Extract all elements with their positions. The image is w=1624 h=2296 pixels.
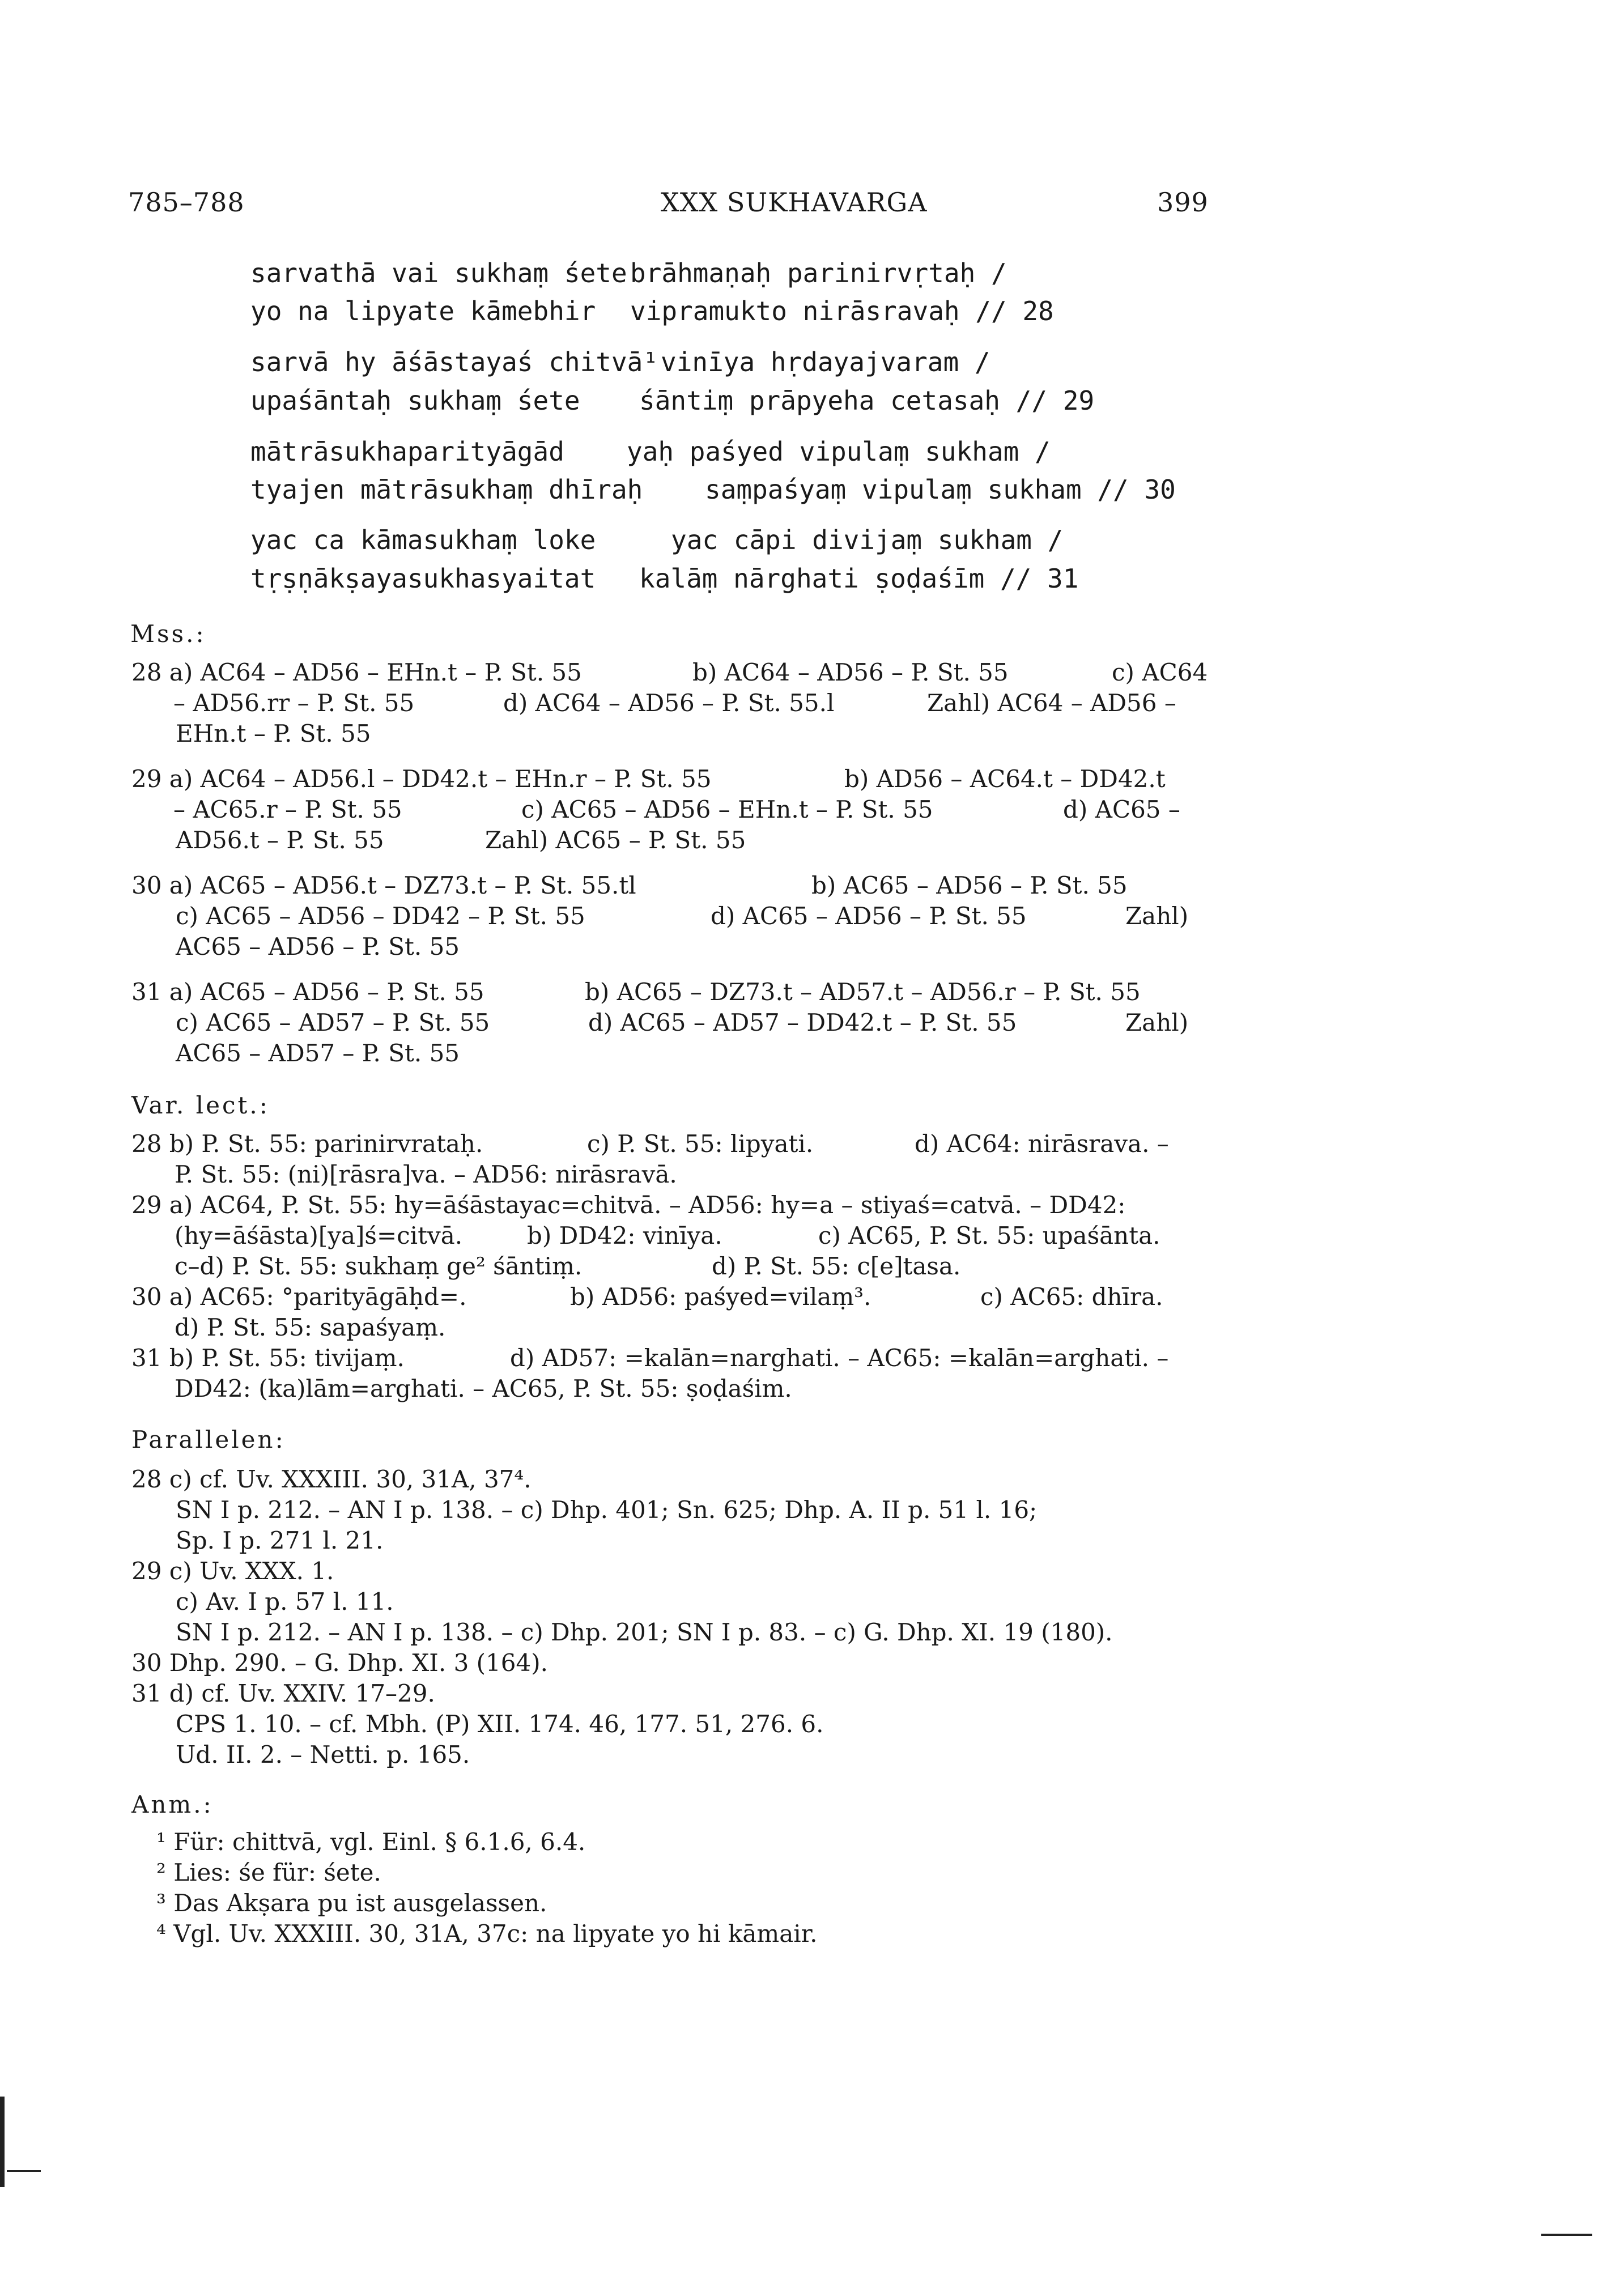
mss-30-line-1a: 30 a) AC65 – AD56.t – DZ73.t – P. St. 55.tl [131,871,636,899]
mss-28-line-2a: – AD56.rr – P. St. 55 [173,689,415,717]
verse-30-line-2b: saṃpaśyaṃ vipulaṃ sukham // 30 [705,474,1176,505]
verse-28-line-2b: vipramukto nirāsravaḥ // 28 [630,296,1054,326]
verse-28-line-2a: yo na lipyate kāmebhir [250,296,596,326]
mss-29-line-3a: AD56.t – P. St. 55 [176,826,384,854]
mss-30-line-2c: Zahl) [1125,902,1189,930]
mss-label: Mss.: [130,620,206,648]
mss-30-line-3: AC65 – AD56 – P. St. 55 [176,933,460,960]
verse-30-line-2a: tyajen mātrāsukhaṃ dhīraḥ [250,474,643,505]
varlect-29-line-3a: c–d) P. St. 55: sukhaṃ ge² śāntiṃ. [175,1252,583,1280]
verse-31-line-1a: yac ca kāmasukhaṃ loke [250,525,596,555]
parallel-line: 30 Dhp. 290. – G. Dhp. XI. 3 (164). [131,1649,548,1677]
varlect-31-line-2: DD42: (ka)lām=arghati. – AC65, P. St. 55: ṣoḍaśim. [175,1375,792,1402]
parallel-line: 31 d) cf. Uv. XXIV. 17–29. [131,1680,435,1707]
varlect-29-line-2c: c) AC65, P. St. 55: upaśānta. [818,1222,1160,1249]
verse-31-line-2b: kalāṃ nārghati ṣoḍaśīm // 31 [639,563,1079,594]
verse-31-line-2a: tṛṣṇākṣayasukhasyaitat [250,563,596,594]
verse-29-line-1a: sarvā hy āśāstayaś chitvā¹ [250,347,659,377]
varlect-28-line-2: P. St. 55: (ni)[rāsra]va. – AD56: nirāsravā. [175,1160,677,1188]
footnote-3: ³ Das Akṣara pu ist ausgelassen. [156,1889,547,1917]
parallel-line: SN I p. 212. – AN I p. 138. – c) Dhp. 401; Sn. 625; Dhp. A. II p. 51 l. 16; [176,1496,1038,1524]
verse-30-line-1a: mātrāsukhaparityāgād [250,436,564,467]
verse-30-line-1b: yaḥ paśyed vipulaṃ sukham / [627,436,1051,467]
varlect-label: Var. lect.: [131,1091,270,1119]
footnote-1: ¹ Für: chittvā, vgl. Einl. § 6.1.6, 6.4. [156,1828,586,1856]
parallel-line: Ud. II. 2. – Netti. p. 165. [176,1741,470,1768]
varlect-28-line-1b: c) P. St. 55: lipyati. [587,1130,814,1158]
mss-29-line-2c: d) AC65 – [1063,796,1180,823]
mss-31-line-1a: 31 a) AC65 – AD56 – P. St. 55 [131,978,484,1006]
parallel-line: 29 c) Uv. XXX. 1. [131,1557,334,1585]
mss-28-line-3: EHn.t – P. St. 55 [176,720,371,747]
parallel-line: Sp. I p. 271 l. 21. [176,1527,384,1554]
mss-30-line-1b: b) AC65 – AD56 – P. St. 55 [811,871,1128,899]
varlect-31-line-1b: d) AD57: =kalān=narghati. – AC65: =kalān=arghati. – [510,1344,1169,1372]
verse-28-line-1a: sarvathā vai sukhaṃ śete [250,258,627,288]
parallel-line: 28 c) cf. Uv. XXXIII. 30, 31A, 37⁴. [131,1465,532,1493]
footnote-4: ⁴ Vgl. Uv. XXXIII. 30, 31A, 37c: na lipyate yo hi kāmair. [156,1920,818,1948]
varlect-28-line-1c: d) AC64: nirāsrava. – [915,1130,1169,1158]
scan-edge-mark [0,2097,5,2187]
mss-31-line-2c: Zahl) [1125,1009,1189,1036]
mss-31-line-2b: d) AC65 – AD57 – DD42.t – P. St. 55 [588,1009,1017,1036]
scan-edge-mark [1541,2234,1592,2236]
varlect-30-line-2: d) P. St. 55: sapaśyaṃ. [175,1313,446,1341]
verse-29-line-1b: vinīya hṛdayajvaram / [661,347,990,377]
mss-31-line-2a: c) AC65 – AD57 – P. St. 55 [176,1009,490,1036]
verse-29-line-2a: upaśāntaḥ sukhaṃ śete [250,385,580,416]
mss-28-line-2c: Zahl) AC64 – AD56 – [927,689,1176,717]
mss-28-line-2b: d) AC64 – AD56 – P. St. 55.l [503,689,835,717]
mss-29-line-1b: b) AD56 – AC64.t – DD42.t [844,765,1166,793]
mss-29-line-2a: – AC65.r – P. St. 55 [173,796,402,823]
varlect-29-line-1: 29 a) AC64, P. St. 55: hy=āśāstayac=chitvā. – AD56: hy=a – stiyaś=catvā. – DD42: [131,1191,1126,1219]
mss-29-line-2b: c) AC65 – AD56 – EHn.t – P. St. 55 [521,796,933,823]
anm-label: Anm.: [131,1791,214,1818]
chapter-title: XXX SUKHAVARGA [661,187,928,218]
varlect-29-line-3b: d) P. St. 55: c[e]tasa. [712,1252,961,1280]
parallel-line: CPS 1. 10. – cf. Mbh. (P) XII. 174. 46, 177. 51, 276. 6. [176,1710,824,1738]
verse-28-line-1b: brāhmaṇaḥ parinirvṛtaḥ / [630,258,1007,288]
mss-31-line-1b: b) AC65 – DZ73.t – AD57.t – AD56.r – P. St. 55 [585,978,1141,1006]
parallel-line: SN I p. 212. – AN I p. 138. – c) Dhp. 201; SN I p. 83. – c) G. Dhp. XI. 19 (180). [176,1618,1113,1646]
mss-28-line-1a: 28 a) AC64 – AD56 – EHn.t – P. St. 55 [131,658,582,686]
parallel-line: c) Av. I p. 57 l. 11. [176,1588,394,1615]
mss-28-line-1c: c) AC64 [1112,658,1208,686]
varlect-31-line-1a: 31 b) P. St. 55: tivijaṃ. [131,1344,405,1372]
varlect-30-line-1a: 30 a) AC65: °parityāgāḥd=. [131,1283,467,1311]
verse-29-line-2b: śāntiṃ prāpyeha cetasaḥ // 29 [639,385,1095,416]
footnote-2: ² Lies: śe für: śete. [156,1859,381,1886]
page-range: 785–788 [128,187,245,218]
parallelen-label: Parallelen: [131,1426,286,1453]
varlect-29-line-2a: (hy=āśāsta)[ya]ś=citvā. [175,1222,463,1249]
mss-29-line-1a: 29 a) AC64 – AD56.l – DD42.t – EHn.r – P. St. 55 [131,765,712,793]
varlect-28-line-1a: 28 b) P. St. 55: parinirvrataḥ. [131,1130,483,1158]
mss-29-line-3b: Zahl) AC65 – P. St. 55 [485,826,746,854]
mss-30-line-2a: c) AC65 – AD56 – DD42 – P. St. 55 [176,902,585,930]
varlect-30-line-1c: c) AC65: dhīra. [980,1283,1163,1311]
varlect-29-line-2b: b) DD42: vinīya. [527,1222,722,1249]
varlect-30-line-1b: b) AD56: paśyed=vilaṃ³. [570,1283,871,1311]
verse-31-line-1b: yac cāpi divijaṃ sukham / [671,525,1064,555]
mss-31-line-3: AC65 – AD57 – P. St. 55 [176,1039,460,1067]
mss-30-line-2b: d) AC65 – AD56 – P. St. 55 [711,902,1027,930]
mss-28-line-1b: b) AC64 – AD56 – P. St. 55 [692,658,1009,686]
page-number: 399 [1157,187,1209,218]
scan-edge-mark [7,2170,41,2172]
